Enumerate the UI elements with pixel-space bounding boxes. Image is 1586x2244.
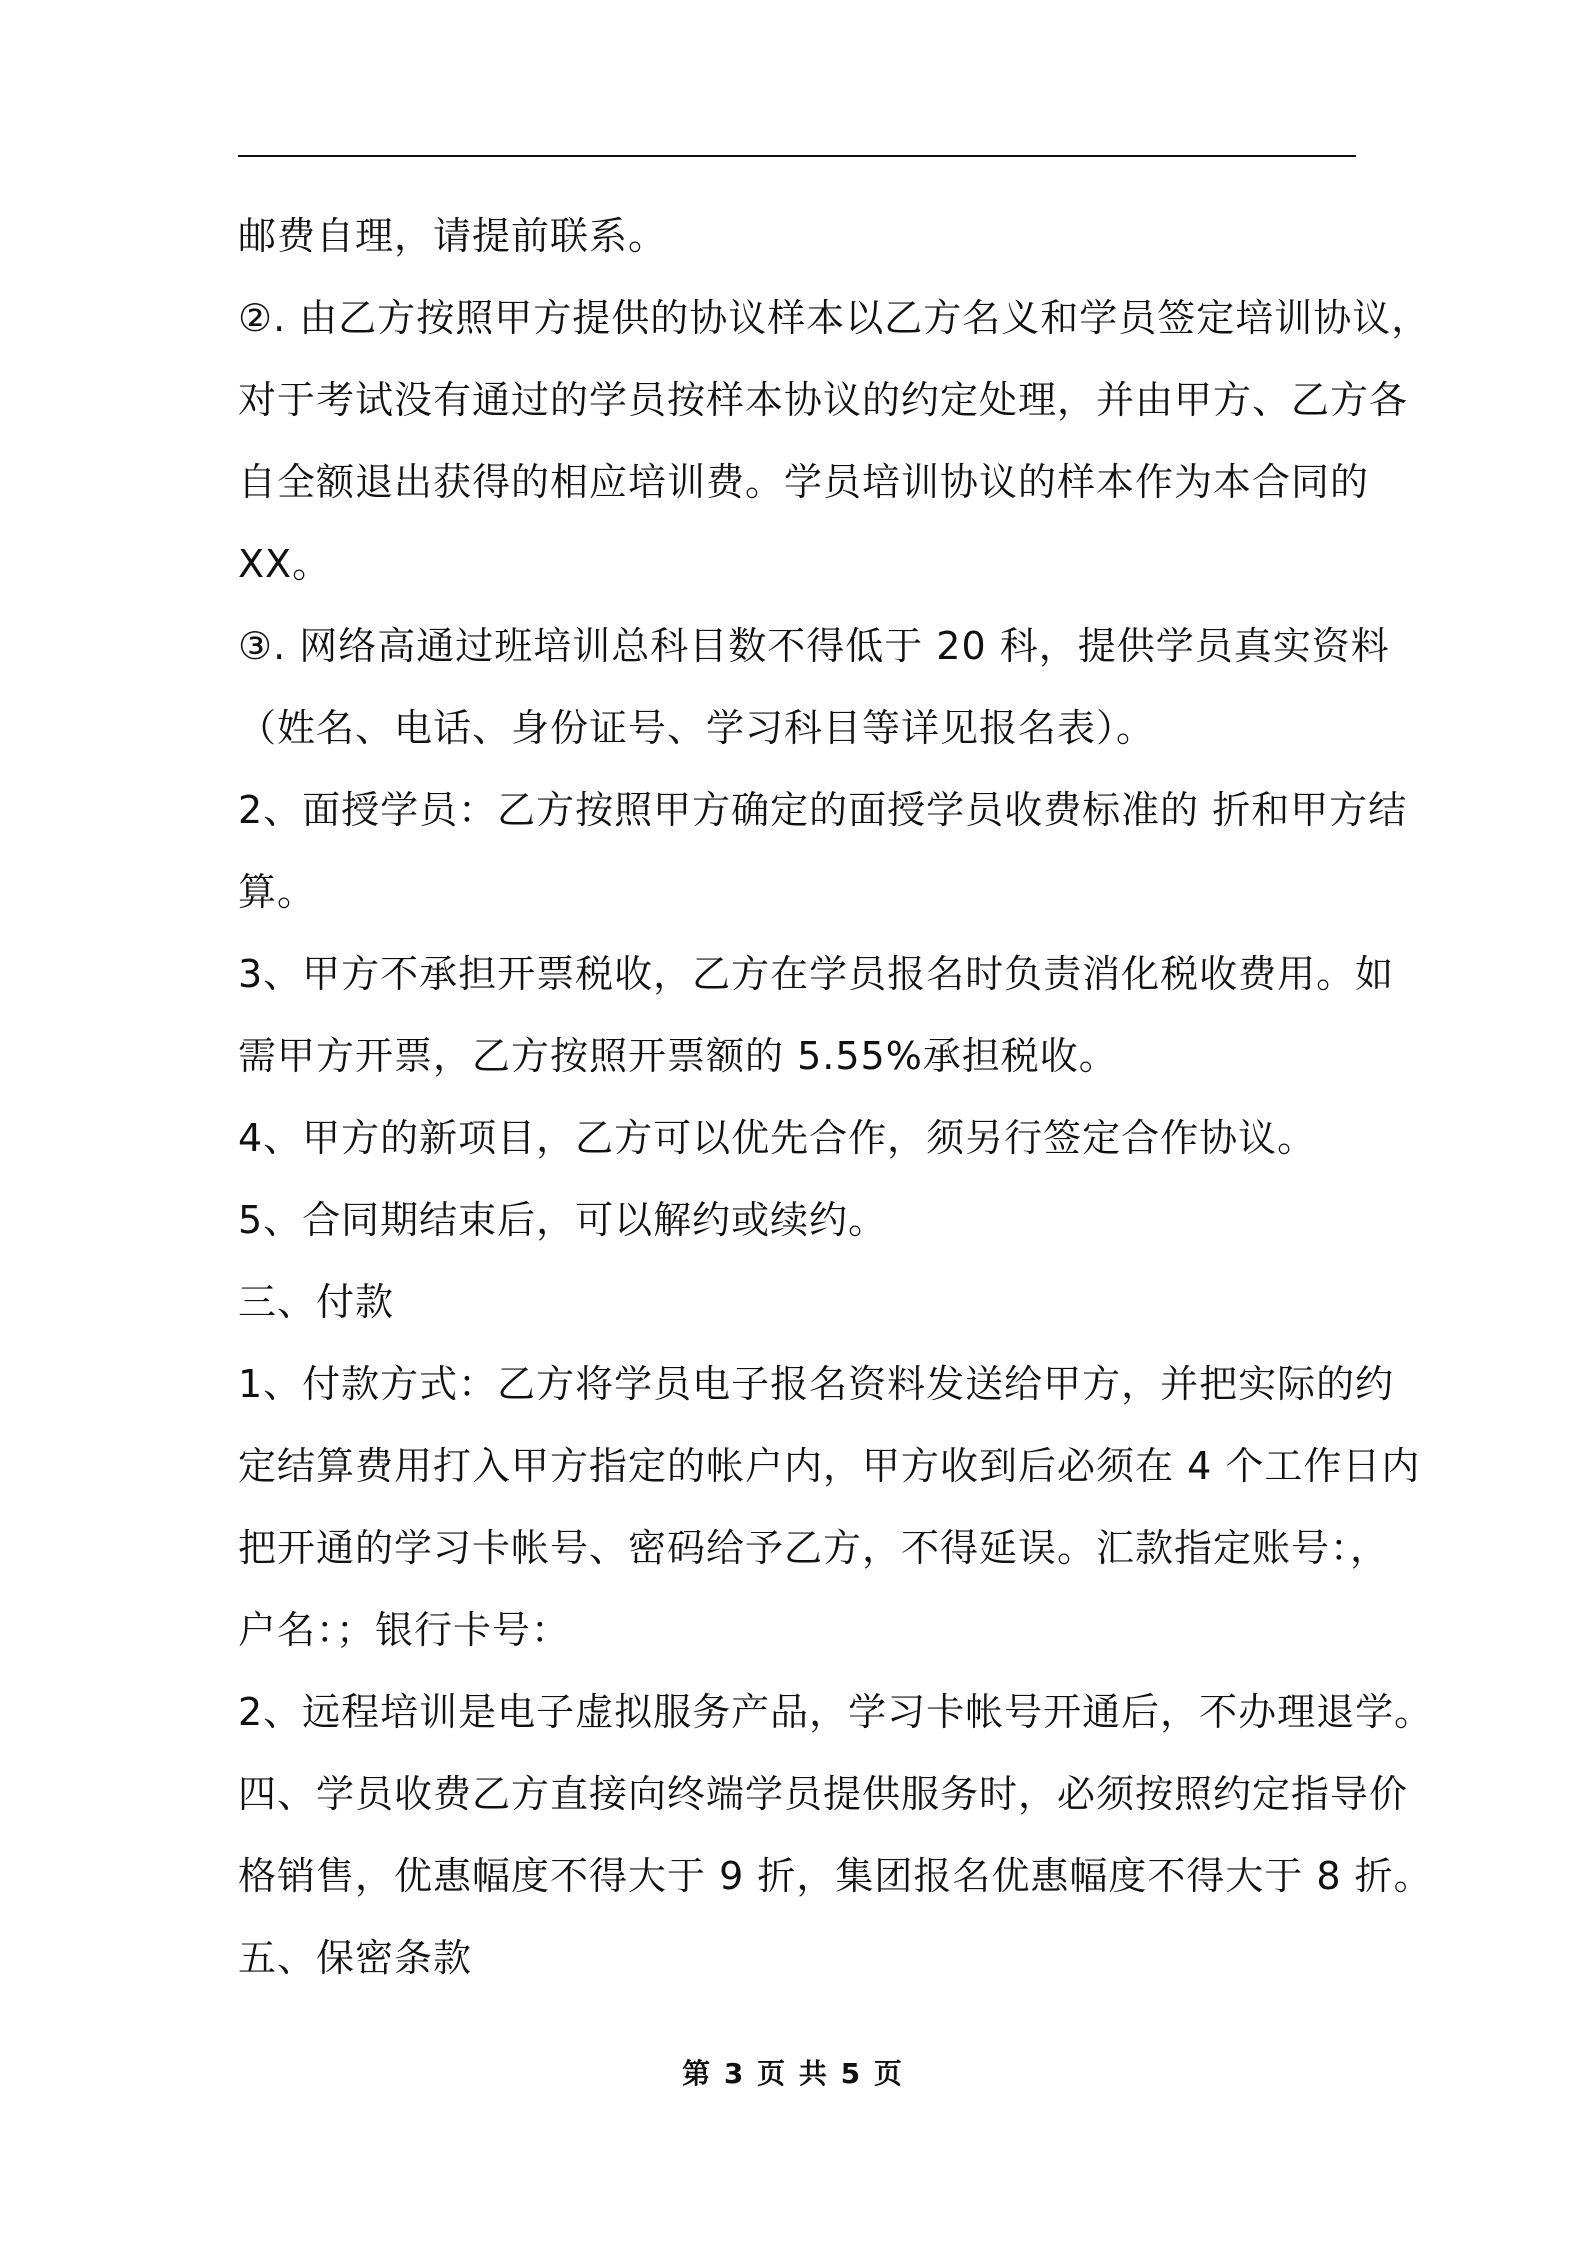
document-body xyxy=(238,195,1434,1999)
section-heading: 五、保密条款 xyxy=(238,1936,473,1980)
text-line: 定结算费用打入甲方指定的帐户内，甲方收到后必须在 4 个工作日内 xyxy=(238,1444,1421,1488)
text-line: 需甲方开票，乙方按照开票额的 5.55%承担税收。 xyxy=(238,1034,1118,1078)
text-line: 1、付款方式：乙方将学员电子报名资料发送给甲方，并把实际的约 xyxy=(238,1362,1395,1406)
text-line: 2、远程培训是电子虚拟服务产品，学习卡帐号开通后，不办理退学。 xyxy=(238,1690,1434,1734)
text-line: XX。 xyxy=(238,542,332,586)
text-line: （姓名、电话、身份证号、学习科目等详见报名表）。 xyxy=(238,706,1156,750)
text-line: 邮费自理，请提前联系。 xyxy=(238,214,668,258)
text-line: 对于考试没有通过的学员按样本协议的约定处理，并由甲方、乙方各 xyxy=(238,378,1409,422)
text-line: 3、甲方不承担开票税收，乙方在学员报名时负责消化税收费用。如 xyxy=(238,952,1395,996)
text-line: 把开通的学习卡帐号、密码给予乙方，不得延误。汇款指定账号：， xyxy=(238,1526,1390,1570)
header-rule xyxy=(238,155,1356,157)
text-line: 自全额退出获得的相应培训费。学员培训协议的样本作为本合同的 xyxy=(238,460,1370,504)
text-line: 5、合同期结束后，可以解约或续约。 xyxy=(238,1198,888,1242)
section-heading: 三、付款 xyxy=(238,1280,395,1324)
text-line: 2、面授学员：乙方按照甲方确定的面授学员收费标准的 折和甲方结 xyxy=(238,788,1408,832)
text-line: 格销售，优惠幅度不得大于 9 折，集团报名优惠幅度不得大于 8 折。 xyxy=(238,1854,1433,1898)
text-line: ③. 网络高通过班培训总科目数不得低于 20 科，提供学员真实资料 xyxy=(238,624,1390,668)
page-number-footer: 第 3 页 共 5 页 xyxy=(682,2057,904,2090)
text-line: 4、甲方的新项目，乙方可以优先合作，须另行签定合作协议。 xyxy=(238,1116,1317,1160)
text-line: 户名：；银行卡号： xyxy=(238,1608,571,1652)
text-line: ②. 由乙方按照甲方提供的协议样本以乙方名义和学员签定培训协议， xyxy=(238,296,1431,340)
text-line: 四、学员收费乙方直接向终端学员提供服务时，必须按照约定指导价 xyxy=(238,1772,1409,1816)
text-line: 算。 xyxy=(238,870,317,914)
